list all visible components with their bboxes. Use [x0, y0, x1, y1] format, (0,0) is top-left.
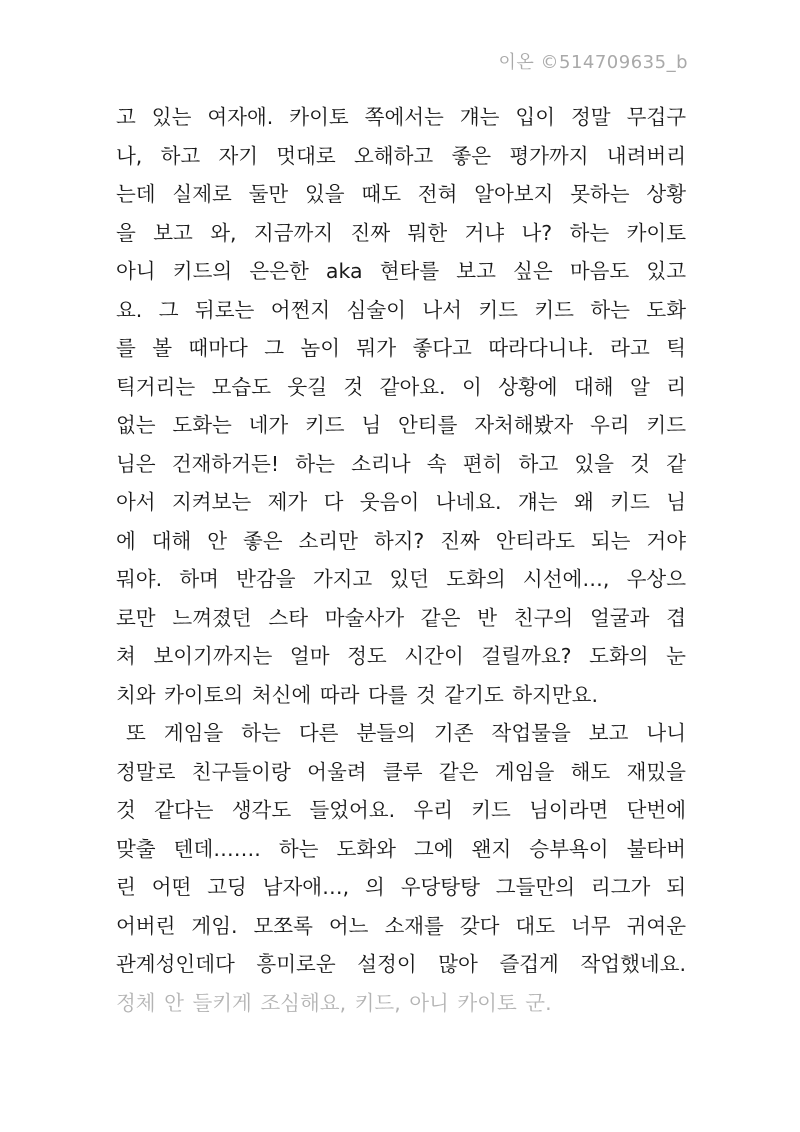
text-line: 아니 키드의 은은한 aka 현타를 보고 싶은 마음도 있고: [116, 259, 686, 283]
text-line: 에 대해 안 좋은 소리만 하지? 진짜 안티라도 되는 거야: [116, 528, 686, 553]
text-line: 것 같다는 생각도 들었어요. 우리 키드 님이라면 단번에: [116, 798, 686, 822]
text-line: 로만 느껴졌던 스타 마술사가 같은 반 친구의 얼굴과 겹: [116, 605, 686, 630]
text-line: 아서 지켜보는 제가 다 웃음이 나네요. 걔는 왜 키드 님: [116, 490, 686, 514]
text-line: 쳐 보이기까지는 얼마 정도 시간이 걸릴까요? 도화의 눈: [116, 644, 686, 668]
text-line: 는데 실제로 둘만 있을 때도 전혀 알아보지 못하는 상황: [116, 182, 686, 206]
text-line: 린 어떤 고딩 남자애…, 의 우당탕탕 그들만의 리그가 되: [116, 875, 686, 899]
paragraph-2: [116, 714, 686, 984]
text-line: 정말로 친구들이랑 어울려 클루 같은 게임을 해도 재밌을: [116, 759, 686, 784]
paragraph-1: [116, 98, 686, 714]
text-line: 관계성인데다 흥미로운 설정이 많아 즐겁게 작업했네요.: [116, 952, 686, 976]
text-line: 없는 도화는 네가 키드 님 안티를 자처해봤자 우리 키드: [116, 413, 686, 437]
text-line: 뭐야. 하며 반감을 가지고 있던 도화의 시선에…, 우상으: [116, 567, 686, 591]
text-line: 를 볼 때마다 그 놈이 뭐가 좋다고 따라다니냐. 라고 틱: [116, 336, 686, 360]
text-line: 맞출 텐데……. 하는 도화와 그에 왠지 승부욕이 불타버: [116, 836, 686, 861]
closing-line: 정체 안 들키게 조심해요, 키드, 아니 카이토 군.: [116, 990, 552, 1015]
text-line: 나, 하고 자기 멋대로 오해하고 좋은 평가까지 내려버리: [116, 143, 686, 168]
text-line: 고 있는 여자애. 카이토 쪽에서는 걔는 입이 정말 무겁구: [116, 105, 686, 129]
text-line: 치와 카이토의 처신에 따라 다를 것 같기도 하지만요.: [116, 682, 598, 707]
watermark-header: 이온 ©514709635_b: [498, 52, 688, 73]
text-line: 을 보고 와, 지금까지 진짜 뭐한 거냐 나? 하는 카이토: [116, 220, 686, 245]
document-body: [116, 98, 686, 1022]
text-line: 님은 건재하거든! 하는 소리나 속 편히 하고 있을 것 같: [116, 451, 686, 476]
text-line: 어버린 게임. 모쪼록 어느 소재를 갖다 대도 너무 귀여운: [116, 913, 686, 938]
text-line: 또 게임을 하는 다른 분들의 기존 작업물을 보고 나니: [126, 721, 686, 745]
text-line: 틱거리는 모습도 웃길 것 같아요. 이 상황에 대해 알 리: [116, 374, 686, 399]
text-line: 요. 그 뒤로는 어쩐지 심술이 나서 키드 키드 하는 도화: [116, 297, 686, 322]
